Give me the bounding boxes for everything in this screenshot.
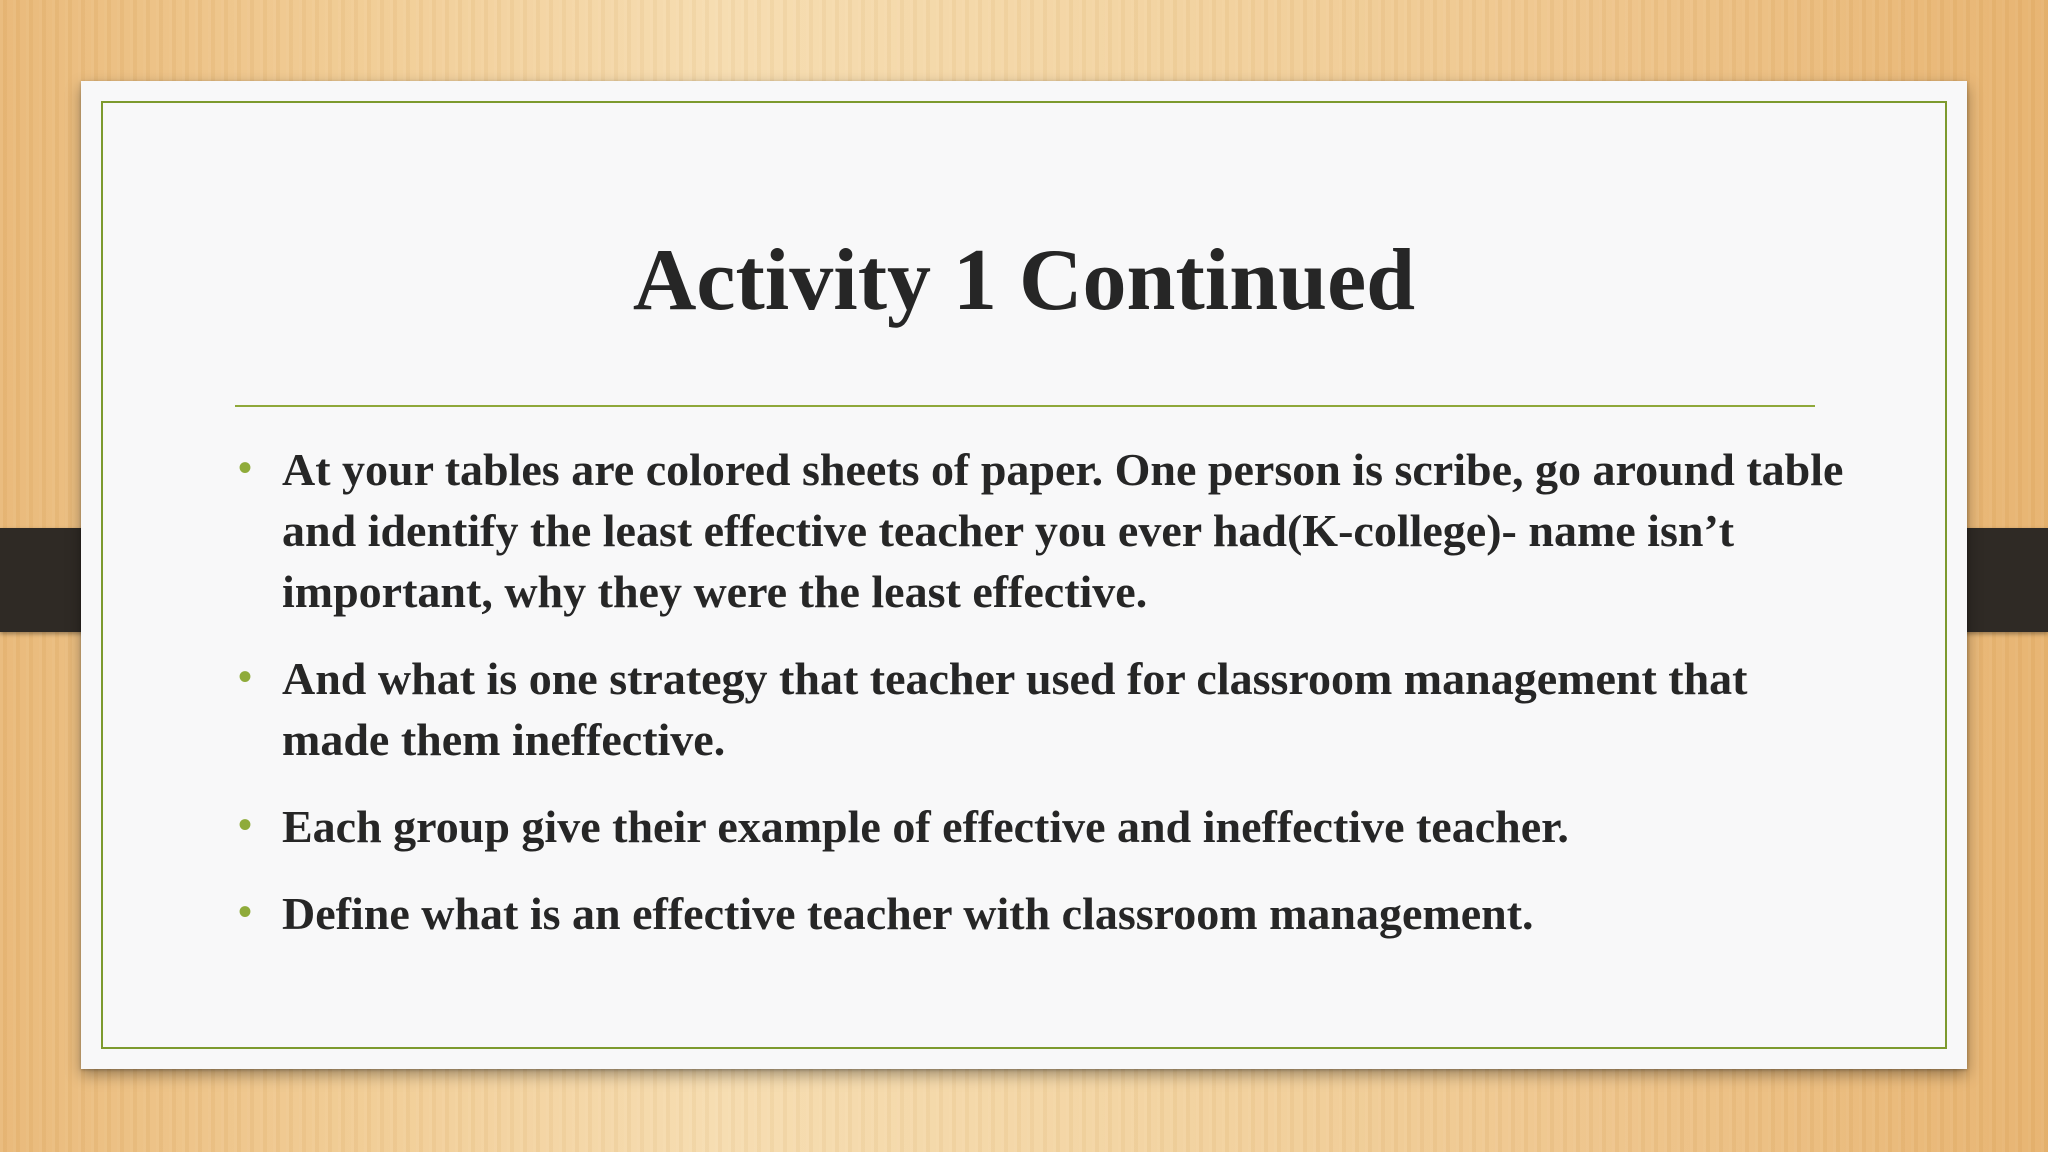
bullet-icon: • <box>238 802 253 847</box>
title-divider <box>235 405 1815 407</box>
bullet-list <box>235 439 1855 970</box>
bullet-text: Define what is an effective teacher with classroom management. <box>282 888 1534 939</box>
bullet-item <box>235 883 1855 944</box>
bullet-icon: • <box>238 889 253 934</box>
bullet-item <box>235 796 1855 857</box>
bullet-icon: • <box>238 654 253 699</box>
slide-card <box>81 81 1967 1069</box>
slide-title: Activity 1 Continued <box>632 232 1416 329</box>
bullet-item <box>235 439 1855 622</box>
bullet-icon: • <box>238 445 253 490</box>
bullet-text: At your tables are colored sheets of paper. One person is scribe, go around table and identify the least effective teacher you ever had(K-college)- name isn’t important, why they were the least effective. <box>282 444 1844 617</box>
bullet-text: And what is one strategy that teacher used for classroom management that made them ineffective. <box>282 653 1748 765</box>
bullet-text: Each group give their example of effective and ineffective teacher. <box>282 801 1569 852</box>
bullet-item <box>235 648 1855 770</box>
